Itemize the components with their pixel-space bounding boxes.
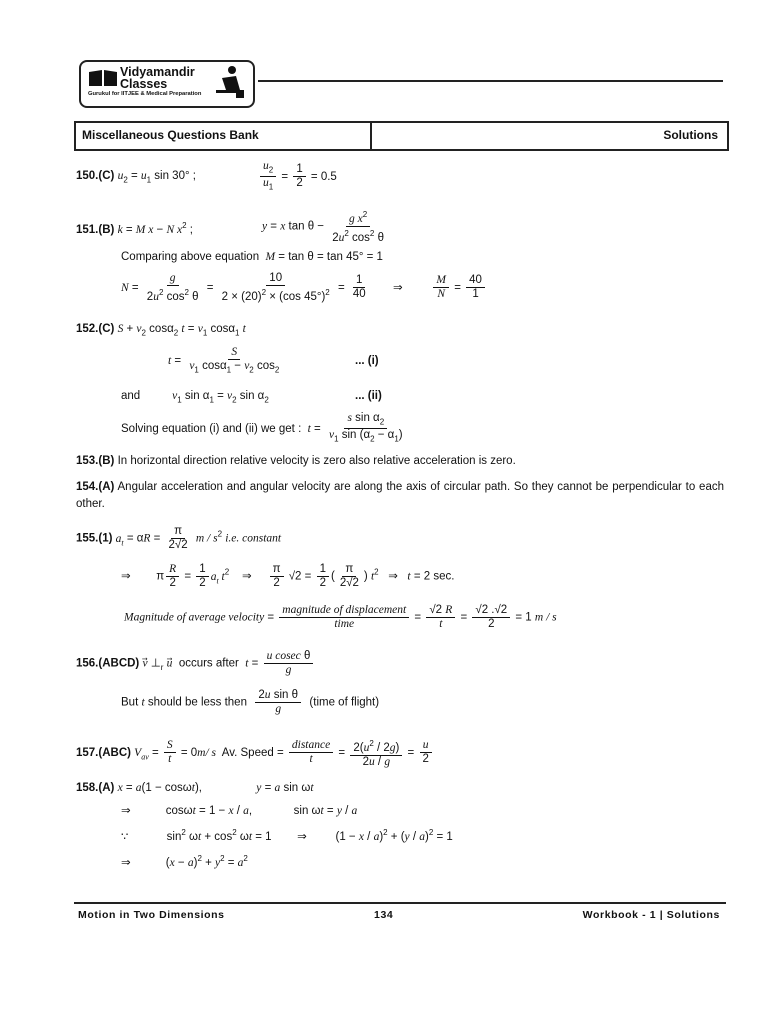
q157-line: 157.(ABC) $V_{av}$ = $\frac{S}{t}$ = 0m/ s Av. Speed = $\frac{\text{distance}}{t}$ = $\frac{2(u^2 / 2g)}{2u / g}$ = $\frac{u}{2}$ — [76, 737, 434, 769]
q158-result: ⇒ $(x - a)^2 + y^2 = a^2$ — [121, 854, 248, 869]
q150-ratio: $\frac{u_2}{u_1}$ = $\frac{1}{2}$ = 0.5 — [258, 160, 337, 194]
q153-line: 153.(B) In horizontal direction relative velocity is zero also relative acceleration is zero. — [76, 455, 516, 467]
logo-name: Vidyamandir Classes — [120, 65, 195, 91]
q155-avg-velocity: Magnitude of average velocity = $\frac{\text{magnitude of displacement}}{\text{time}}$ = $\frac{√2 R}{t}$ = $\frac{√2 .√2}{2}$ = 1 m / s — [124, 604, 557, 630]
q152-line: 152.(C) $S + v_2$ cosα$_2$ $t = v_1$ cosα$_1$ t — [76, 323, 246, 338]
q156-line: 156.(ABCD) v⃗ $\perp_r$ u⃗ occurs after t = $\frac{\text{u cosec θ}}{g}$ — [76, 650, 315, 677]
q152-eq2: and $v_1$ $\sin \alpha_1 = v_2$ $\sin \alpha_2$ — [121, 390, 269, 405]
footer-rule — [74, 902, 726, 904]
q158-step1: ⇒ cosωt = 1 − x / a, sin ωt = y / a — [121, 805, 358, 817]
q151-line: 151.(B) k = M x − N $x^2$ ; — [76, 221, 193, 236]
q150-line: 150.(C) $u_2 = u_1$ sin 30° ; — [76, 170, 196, 185]
header-title: Miscellaneous Questions Bank — [82, 128, 259, 142]
q158-line: 158.(A) x = a(1 − cosωt), y = a sin ωt — [76, 782, 314, 794]
header-divider — [370, 123, 372, 149]
q155-step: ⇒ π $\frac{R}{2}$ = $\frac{1}{2}$ $a_t$ $t^2$ ⇒ $\frac{\pi}{2}$ √2 = $\frac{1}{2}$ ( $\frac{\pi}{2√2}$ ) $t^2$ ⇒ t = 2 sec. — [121, 563, 455, 589]
header-solutions: Solutions — [663, 128, 718, 142]
q152-tag2: ... (ii) — [355, 390, 382, 402]
logo-icon — [88, 68, 118, 91]
logo-tagline: Gurukul for IITJEE & Medical Preparation — [88, 91, 202, 97]
q151-comparing: Comparing above equation M = tan θ = tan 45° = 1 — [121, 251, 383, 263]
q152-solving: Solving equation (i) and (ii) we get : t = $\frac{s \sin \alpha_2}{v_1 \sin (\alpha_2 - \alpha_1)}$ — [121, 412, 403, 444]
q155-line: 155.(1) $a_t = \alpha R$ = $\frac{\pi}{2√2}$ m / $s^2$ i.e. constant — [76, 525, 282, 551]
q152-tag1: ... (i) — [355, 355, 379, 367]
q158-step2: ∵ $\sin^2 \omega t + \cos^2 \omega t = 1$ ⇒ $(1 - x / a)^2 + (y / a)^2 = 1$ — [121, 828, 453, 843]
q156-but: But t should be less then $\frac{\text{2u sin θ}}{g}$ (time of flight) — [121, 689, 380, 715]
q154-para: 154.(A) Angular acceleration and angular velocity are along the axis of circular path. So they cannot be perpendicular to each other. — [76, 481, 724, 510]
footer-chapter: Motion in Two Dimensions — [78, 909, 225, 921]
q151-N: N = $\frac{g}{2u^2 \cos^2 \theta}$ = $\frac{10}{2 \times (20)^2 \times (\cos 45^\circ)^2}$ = $\frac{1}{40}$ ⇒ $\frac{M}{N}$ = $\frac{40}{1}$ — [121, 272, 487, 304]
footer-book: Workbook - 1 | Solutions — [582, 909, 720, 921]
reader-figure-icon — [214, 64, 246, 101]
header-rule — [258, 80, 723, 82]
q152-eq1: t = $\frac{S}{v_1 \cos\alpha_1 - v_2 \cos_2}$ — [168, 346, 280, 375]
footer-page-number: 134 — [374, 909, 394, 921]
q151-trajectory: y = x tan θ − $\frac{g x^2}{2u^2 \cos^2 \theta}$ — [262, 210, 384, 244]
